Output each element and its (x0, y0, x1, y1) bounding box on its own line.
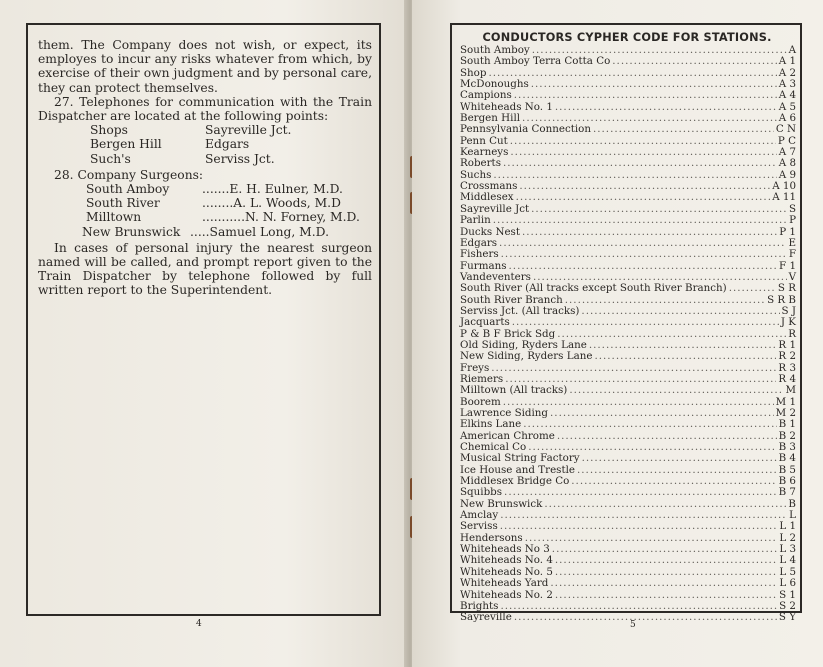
station-code: B 4 (778, 452, 796, 465)
station-row (460, 283, 796, 294)
station-row (460, 249, 796, 260)
station-name: Fishers (460, 248, 499, 261)
leader-dots (593, 124, 774, 135)
station-code: B 1 (778, 418, 796, 431)
leader-dots (594, 351, 776, 362)
point-item: Serviss Jct. (205, 151, 275, 166)
station-name: Parlin (460, 214, 491, 227)
cypher-code-title: CONDUCTORS CYPHER CODE FOR STATIONS. (482, 31, 772, 44)
leader-dots (612, 56, 776, 67)
station-code: A 4 (778, 89, 796, 102)
station-code: M 1 (775, 395, 796, 408)
station-name: Kearneys (460, 146, 509, 159)
station-row (460, 363, 796, 374)
leader-dots (582, 453, 777, 464)
station-code: L 2 (779, 531, 796, 544)
station-name: Whiteheads No 3 (460, 543, 550, 556)
station-row (460, 238, 796, 249)
left-page (0, 0, 408, 667)
station-code: A 11 (772, 191, 796, 204)
station-row (460, 317, 796, 328)
surgeon-dots: ........... (202, 210, 245, 225)
station-name: Penn Cut (460, 134, 508, 147)
station-name: Lawrence Siding (460, 407, 549, 419)
station-code: J K (780, 316, 796, 329)
leader-dots (729, 283, 776, 294)
leader-dots (550, 578, 777, 589)
station-row (460, 306, 796, 317)
station-name: Boorem (460, 395, 501, 408)
paragraph-surgeons: 28. Company Surgeons: (54, 167, 204, 182)
station-name: Furmans (460, 259, 507, 272)
leader-dots (571, 476, 776, 487)
leader-dots (552, 544, 778, 555)
leader-dots (555, 590, 777, 601)
leader-dots (516, 192, 771, 203)
station-name: New Brunswick (460, 497, 543, 510)
leader-dots (504, 487, 777, 498)
station-code: L 5 (779, 565, 796, 578)
paragraph-continuation: them. The Company does not wish, or expect, its employes to incur any risks whatever from which, by exercise of their own judgment and by personal care, they can protect themselves. (38, 38, 372, 95)
station-code: B (788, 497, 796, 510)
station-name: Serviss Jct. (All tracks) (460, 304, 580, 317)
station-name: P & B F Brick Sdg (460, 327, 556, 340)
station-name: Campions (460, 89, 512, 102)
leader-dots (525, 533, 778, 544)
leader-dots (493, 170, 776, 181)
surgeon-dots: ..... (190, 224, 210, 239)
leader-dots (577, 465, 777, 476)
leader-dots (522, 227, 777, 238)
station-code: A 9 (778, 168, 796, 181)
leader-dots (500, 521, 778, 532)
leader-dots (514, 612, 777, 623)
point-item: Bergen Hill (90, 137, 162, 152)
telephone-points (90, 123, 372, 166)
station-name: Serviss (460, 520, 498, 533)
station-name: Brights (460, 599, 499, 612)
leader-dots (510, 136, 776, 147)
station-code: P 1 (779, 225, 796, 238)
station-name: Sayreville (460, 611, 512, 624)
leader-dots (589, 340, 777, 351)
left-page-text (38, 38, 372, 298)
surgeon-name: A. L. Woods, M.D (233, 196, 341, 211)
station-name: Milltown (All tracks) (460, 384, 568, 397)
station-code: L 3 (779, 543, 796, 556)
station-code: R 3 (778, 361, 796, 374)
leader-dots (550, 408, 774, 419)
surgeon-dots: ....... (202, 182, 230, 197)
paragraph-telephones: 27. Telephones for communication with the Train Dispatcher are located at the following points: (38, 94, 372, 124)
station-code: M 2 (775, 407, 796, 419)
station-name: Amclay (460, 509, 499, 522)
station-name: Freys (460, 361, 490, 374)
station-code: B 7 (778, 486, 796, 499)
page-number-right: 5 (630, 620, 636, 630)
station-name: Chemical Co (460, 441, 527, 454)
station-row (460, 351, 796, 362)
station-name: Riemers (460, 372, 504, 385)
surgeon-dots: ........ (202, 196, 234, 211)
leader-dots (581, 306, 779, 317)
station-code: S 1 (779, 588, 796, 601)
leader-dots (512, 317, 779, 328)
station-name: McDonoughs (460, 78, 529, 91)
station-name: South River (All tracks except South River Branch) (460, 282, 727, 295)
station-name: Whiteheads No. 4 (460, 554, 553, 567)
surgeon-town: Milltown (86, 210, 142, 225)
leader-dots (491, 363, 776, 374)
leader-dots (544, 499, 786, 510)
leader-dots (510, 147, 776, 158)
surgeon-town: South Amboy (86, 182, 170, 197)
station-code: A 1 (778, 55, 796, 68)
station-name: Shop (460, 66, 487, 79)
leader-dots (493, 215, 787, 226)
station-name: Roberts (460, 157, 501, 170)
station-row (460, 612, 796, 623)
station-name: South Amboy (460, 44, 530, 56)
station-code: F (788, 248, 796, 261)
station-name: Hendersons (460, 531, 523, 544)
station-code: M (785, 384, 796, 397)
leader-dots (499, 238, 786, 249)
leader-dots (509, 261, 778, 272)
leader-dots (555, 567, 777, 578)
leader-dots (565, 295, 765, 306)
leader-dots (555, 555, 777, 566)
surgeon-row (86, 210, 372, 224)
station-row (460, 147, 796, 158)
station-code: B 2 (778, 429, 796, 442)
station-name: Ice House and Trestle (460, 463, 575, 476)
leader-dots (503, 158, 777, 169)
station-name: Suchs (460, 168, 492, 181)
station-row (460, 578, 796, 589)
surgeon-name: N. N. Forney, M.D. (245, 210, 360, 225)
station-code: L 6 (779, 577, 796, 590)
station-code: S J (781, 304, 796, 317)
station-name: South River Branch (460, 293, 563, 306)
station-code: S 2 (779, 599, 796, 612)
page-number-left: 4 (196, 619, 202, 629)
station-row (460, 204, 796, 215)
station-row (460, 385, 796, 396)
station-code: A 2 (778, 66, 796, 79)
station-name: American Chrome (460, 429, 555, 442)
station-code: L (789, 509, 796, 522)
surgeon-row (86, 182, 372, 196)
leader-dots (519, 181, 770, 192)
point-item: Such's (90, 151, 131, 166)
station-name: Pennsylvania Connection (460, 123, 591, 136)
station-code: A 7 (778, 146, 796, 159)
leader-dots (523, 419, 776, 430)
surgeon-town: New Brunswick (82, 224, 181, 239)
leader-dots (500, 601, 777, 612)
station-row (460, 158, 796, 169)
leader-dots (557, 329, 786, 340)
station-code: A 8 (778, 157, 796, 170)
station-code: S R B (767, 293, 796, 306)
station-code: A 3 (778, 78, 796, 91)
leader-dots (569, 385, 783, 396)
surgeons-list (82, 182, 372, 239)
station-code: A 10 (772, 180, 796, 193)
right-page (412, 0, 823, 667)
station-code: B 5 (778, 463, 796, 476)
station-code: R (788, 327, 796, 340)
station-code: L 1 (779, 520, 796, 533)
station-name: Middlesex (460, 191, 514, 204)
station-code: R 1 (778, 338, 796, 351)
point-item: Sayreville Jct. (205, 123, 292, 138)
leader-dots (514, 90, 777, 101)
station-row (460, 419, 796, 430)
station-code: A 5 (778, 100, 796, 113)
surgeon-town: South River (86, 196, 160, 211)
surgeon-name: E. H. Eulner, M.D. (229, 182, 343, 197)
leader-dots (531, 204, 787, 215)
station-name: Squibbs (460, 486, 503, 499)
leader-dots (555, 102, 777, 113)
station-name: Whiteheads No. 2 (460, 588, 553, 601)
station-code: F 1 (779, 259, 796, 272)
leader-dots (501, 249, 787, 260)
leader-dots (500, 510, 787, 521)
station-name: Bergen Hill (460, 112, 521, 125)
station-code: E (788, 236, 796, 249)
paragraph-injury: In cases of personal injury the nearest surgeon named will be called, and prompt report given to the Train Dispatcher by telephone followed by full written report to the Superintendent. (38, 240, 372, 298)
station-code: A 6 (778, 112, 796, 125)
surgeon-row (82, 225, 372, 239)
surgeon-name: Samuel Long, M.D. (209, 224, 330, 239)
station-name: Crossmans (460, 180, 518, 193)
station-code: L 4 (779, 554, 796, 567)
leader-dots (557, 431, 777, 442)
station-code: P C (777, 134, 796, 147)
station-name: Jacquarts (460, 316, 510, 329)
point-item: Shops (90, 123, 128, 138)
station-code-list (460, 45, 796, 624)
station-code: C N (775, 123, 796, 136)
leader-dots (488, 68, 776, 79)
station-name: Elkins Lane (460, 418, 522, 431)
station-name: Edgars (460, 236, 498, 249)
station-name: Old Siding, Ryders Lane (460, 338, 587, 351)
station-code: B 6 (778, 475, 796, 488)
station-code: R 4 (778, 372, 796, 385)
station-code: P (789, 214, 796, 227)
station-row (460, 124, 796, 135)
surgeon-row (86, 196, 372, 210)
station-code: B 3 (778, 441, 796, 454)
point-item: Edgars (205, 137, 250, 152)
station-code: V (788, 270, 796, 283)
leader-dots (531, 79, 777, 90)
station-name: South Amboy Terra Cotta Co (460, 55, 611, 68)
station-name: Whiteheads No. 1 (460, 100, 553, 113)
station-row (460, 56, 796, 67)
station-row (460, 499, 796, 510)
station-name: Ducks Nest (460, 225, 520, 238)
station-name: Sayreville Jct (460, 202, 530, 215)
station-name: Whiteheads Yard (460, 577, 549, 590)
station-row (460, 136, 796, 147)
station-row (460, 590, 796, 601)
station-code: S (788, 202, 796, 215)
station-row (460, 227, 796, 238)
station-name: Vandeventers (460, 270, 531, 283)
station-code: S R (777, 282, 796, 295)
station-name: Whiteheads No. 5 (460, 565, 553, 578)
station-code: A (788, 44, 796, 56)
station-row (460, 215, 796, 226)
station-code: R 2 (778, 350, 796, 363)
station-row (460, 476, 796, 487)
station-code: S Y (778, 611, 796, 624)
station-name: New Siding, Ryders Lane (460, 350, 593, 363)
station-row (460, 510, 796, 521)
station-name: Musical String Factory (460, 452, 580, 465)
station-name: Middlesex Bridge Co (460, 475, 570, 488)
